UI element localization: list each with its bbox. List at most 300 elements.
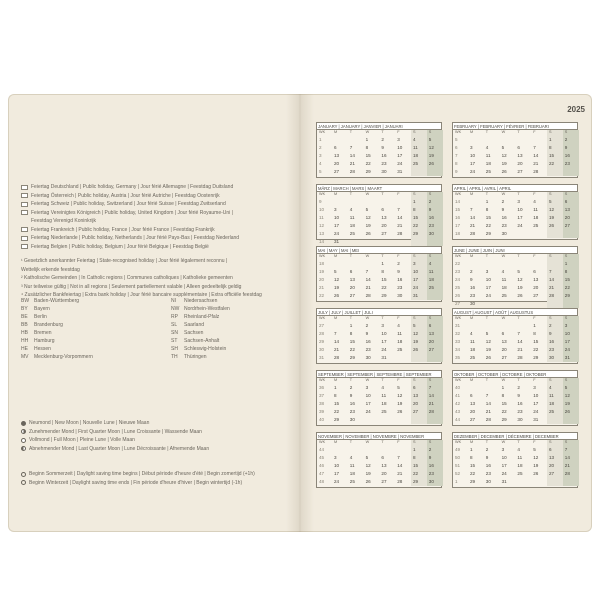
day-cell	[547, 168, 563, 176]
week-number: 35	[455, 354, 461, 360]
week-number: 5	[455, 136, 458, 142]
day-cell: 22	[485, 222, 491, 228]
month-title: NOVEMBER | NOVEMBER | NOVEMBRE | NOVEMBER	[317, 433, 441, 440]
day-cell: 15	[411, 214, 427, 222]
day-cell: 19	[411, 338, 427, 346]
day-cell: 2	[517, 384, 520, 390]
day-cell: 1	[501, 384, 505, 390]
day-cell: 14	[533, 152, 539, 158]
day-cell: 18	[501, 284, 507, 290]
day-cell: 23	[563, 160, 579, 168]
state-item	[171, 322, 291, 328]
state-code: BB	[21, 322, 28, 328]
holiday-legend-text: Feestdag Verenigd Koninkrijk	[31, 218, 97, 224]
weekday-header: F	[397, 440, 400, 444]
week-number-header: WK	[319, 378, 326, 382]
weekday-header: S	[563, 440, 579, 446]
day-cell: 25	[517, 470, 523, 476]
month-block	[452, 308, 578, 364]
weekday-header: W	[365, 316, 370, 320]
month-title: DEZEMBER | DECEMBER | DÉCEMBRE | DECEMBER	[453, 433, 577, 440]
day-cell: 27	[470, 416, 476, 422]
day-cell: 15	[501, 400, 507, 406]
day-cell: 19	[334, 284, 340, 290]
day-cell: 25	[349, 230, 355, 236]
day-cell: 30	[485, 478, 491, 484]
week-number: 24	[455, 276, 461, 282]
month-block	[316, 246, 442, 302]
day-cell: 30	[427, 230, 443, 238]
weekday-header: S	[563, 254, 579, 260]
month-grid	[453, 192, 577, 238]
day-cell: 15	[349, 338, 355, 344]
day-cell: 7	[349, 144, 353, 150]
day-cell: 7	[334, 330, 337, 336]
week-number-header: WK	[455, 192, 462, 196]
day-cell: 7	[470, 206, 473, 212]
weekday-header: M	[334, 192, 338, 196]
day-cell: 27	[411, 408, 427, 416]
day-cell: 26	[427, 160, 443, 168]
day-cell: 23	[381, 160, 387, 166]
day-cell: 1	[547, 136, 563, 144]
day-cell: 24	[334, 478, 340, 484]
day-cell: 8	[470, 454, 473, 460]
week-number: 50	[455, 454, 461, 460]
weekday-header: F	[533, 130, 536, 134]
day-cell: 20	[563, 214, 579, 222]
month-grid	[317, 316, 441, 362]
day-cell: 18	[427, 276, 443, 284]
holiday-legend-item	[21, 183, 291, 192]
day-cell: 9	[470, 276, 473, 282]
holiday-legend-item	[21, 226, 291, 235]
weekday-header: W	[501, 440, 506, 444]
week-number: 15	[455, 206, 461, 212]
day-cell: 14	[365, 276, 371, 282]
month-grid	[317, 254, 441, 300]
day-cell: 9	[427, 454, 443, 462]
day-cell: 6	[427, 322, 443, 330]
day-cell	[531, 300, 547, 308]
weekday-header: S	[427, 440, 443, 446]
weekday-header: S	[427, 192, 443, 198]
state-item	[171, 346, 291, 352]
day-cell: 12	[365, 462, 371, 468]
weekday-header: W	[501, 254, 506, 258]
week-number: 14	[319, 238, 325, 244]
week-number: 22	[319, 292, 325, 298]
week-number: 49	[455, 446, 461, 452]
state-name: Niedersachsen	[184, 298, 218, 304]
weekday-header: T	[381, 254, 384, 258]
holiday-legend-text: Feiertag Vereinigtes Königreich | Public holiday, United Kingdom | Jour férié Royaume-Uni |	[31, 209, 233, 216]
day-cell: 20	[547, 462, 563, 470]
footnote: ⁴ Zusätzlicher Bankfeiertag | Extra bank holiday | Jour férié bancaire supplémentaire | Extra officiële feestdag	[21, 292, 262, 298]
week-number: 7	[455, 152, 458, 158]
day-cell	[531, 260, 547, 268]
month-title: JUNE | JUNE | JUIN | JUNI	[453, 247, 577, 254]
day-cell: 3	[485, 268, 489, 274]
day-cell: 25	[427, 284, 443, 292]
day-cell: 11	[533, 206, 538, 212]
day-cell: 2	[485, 446, 489, 452]
weekday-header: M	[334, 316, 338, 320]
planner-spread	[8, 94, 592, 532]
day-cell: 6	[334, 144, 337, 150]
holiday-legend-text: Feiertag Belgien | Public holiday, Belgium | Jour férié Belgique | Feestdag België	[31, 243, 209, 250]
day-cell: 1	[563, 260, 579, 268]
week-number-header: WK	[455, 378, 462, 382]
day-cell: 19	[563, 400, 579, 408]
holiday-legend	[21, 183, 291, 300]
day-cell: 20	[427, 338, 443, 346]
day-cell: 10	[411, 268, 427, 276]
day-cell: 13	[563, 206, 579, 214]
weekday-header: F	[533, 192, 536, 196]
day-cell: 17	[397, 152, 403, 158]
weekday-header: T	[485, 130, 489, 134]
week-number: 12	[319, 222, 325, 228]
week-number: 4	[319, 160, 322, 166]
holiday-legend-item	[21, 217, 291, 226]
month-block	[316, 122, 442, 178]
day-cell: 29	[470, 478, 476, 484]
day-cell: 3	[501, 446, 505, 452]
state-name: Berlin	[34, 314, 47, 320]
day-cell: 12	[547, 206, 563, 214]
day-cell	[468, 260, 484, 268]
day-cell	[332, 198, 348, 206]
month-title: JULY | JULY | JUILLET | JULI	[317, 309, 441, 316]
state-name: Bremen	[34, 330, 52, 336]
moon-phases-legend	[21, 419, 291, 453]
day-cell: 17	[485, 284, 491, 290]
holiday-legend-text: Feiertag Österreich | Public holiday, Austria | Jour férié Autriche | Feestdag Oostenrijk	[31, 192, 220, 199]
day-cell: 5	[427, 136, 443, 144]
state-code: RP	[171, 314, 178, 320]
moon-legend-item	[21, 428, 291, 437]
day-cell: 13	[533, 276, 539, 282]
day-cell: 18	[547, 400, 563, 408]
state-name: Sachsen-Anhalt	[184, 338, 220, 344]
day-cell: 11	[427, 268, 443, 276]
day-cell: 27	[381, 230, 387, 236]
day-cell	[547, 260, 563, 268]
week-number: 36	[319, 384, 325, 390]
day-cell: 26	[397, 408, 403, 414]
day-cell: 24	[397, 160, 403, 166]
day-cell: 12	[533, 454, 539, 460]
month-grid	[453, 378, 577, 424]
state-code: MV	[21, 354, 29, 360]
day-cell: 8	[563, 268, 579, 276]
day-cell: 12	[397, 392, 403, 398]
day-cell: 18	[349, 222, 355, 228]
day-cell: 5	[334, 268, 337, 274]
day-cell: 25	[397, 346, 403, 352]
state-item	[171, 354, 291, 360]
month-title: SEPTEMBER | SEPTEMBER | SEPTEMBRE | SEPTEMBER	[317, 371, 441, 378]
weekday-header: S	[547, 378, 563, 384]
day-cell: 19	[365, 470, 371, 476]
day-cell: 10	[334, 214, 340, 220]
day-cell: 14	[547, 276, 563, 284]
day-cell	[332, 136, 348, 144]
state-item	[21, 338, 171, 344]
day-cell: 29	[411, 478, 427, 486]
weekday-header: T	[349, 316, 353, 320]
day-cell: 23	[397, 284, 403, 290]
day-cell: 14	[470, 214, 476, 220]
weekday-header: M	[334, 378, 338, 382]
week-number: 3	[319, 152, 322, 158]
day-cell: 12	[501, 152, 507, 158]
holiday-legend-text: Feiertag Schweiz | Public holiday, Switzerland | Jour férié Suisse | Feestdag Zwitserland	[31, 201, 226, 207]
day-cell: 5	[365, 454, 369, 460]
day-cell	[515, 322, 531, 330]
weekday-header: T	[381, 378, 384, 382]
day-cell: 16	[381, 152, 387, 158]
day-cell: 19	[427, 152, 443, 160]
day-cell	[348, 446, 364, 454]
day-cell	[468, 384, 484, 392]
week-number: 27	[319, 322, 325, 328]
day-cell: 22	[381, 284, 387, 290]
weekday-header: S	[411, 130, 427, 136]
day-cell: 24	[470, 168, 476, 174]
week-number: 21	[319, 284, 325, 290]
day-cell: 12	[334, 276, 340, 282]
day-cell: 27	[427, 346, 443, 354]
day-cell: 2	[547, 322, 563, 330]
day-cell: 1	[485, 198, 489, 204]
day-cell: 22	[470, 470, 476, 476]
weekday-header: M	[470, 254, 474, 258]
weekday-header: W	[501, 378, 506, 382]
day-cell: 24	[485, 292, 491, 298]
day-cell: 3	[334, 206, 337, 212]
week-number: 46	[319, 462, 325, 468]
state-code: SN	[171, 330, 178, 336]
day-cell: 21	[533, 160, 539, 166]
day-cell: 6	[547, 446, 563, 454]
day-cell: 23	[517, 408, 523, 414]
day-cell: 21	[517, 346, 523, 352]
weekday-header: T	[349, 378, 353, 382]
day-cell: 12	[517, 276, 523, 282]
day-cell: 16	[365, 338, 371, 344]
day-cell	[427, 292, 443, 300]
day-cell: 14	[397, 214, 403, 220]
day-cell	[364, 416, 380, 424]
weekday-header: T	[517, 378, 520, 382]
day-cell: 7	[397, 206, 400, 212]
week-number-header: WK	[455, 254, 462, 258]
day-cell: 30	[365, 354, 371, 360]
weekday-header: T	[485, 316, 489, 320]
weekday-header: S	[427, 378, 443, 384]
day-cell: 3	[533, 384, 536, 390]
day-cell: 16	[470, 284, 476, 290]
day-cell: 31	[533, 416, 539, 422]
week-number-header: WK	[319, 192, 326, 196]
day-cell: 27	[381, 478, 387, 484]
weekday-header: M	[334, 254, 338, 258]
day-cell: 1	[411, 446, 427, 454]
month-title: AUGUST | AUGUST | AOÛT | AUGUSTUS	[453, 309, 577, 316]
day-cell: 13	[517, 152, 523, 158]
day-cell: 21	[365, 284, 371, 290]
week-number: 38	[319, 400, 325, 406]
day-cell: 29	[533, 354, 539, 360]
weekday-header: T	[349, 192, 353, 196]
day-cell: 16	[427, 462, 443, 470]
day-cell: 8	[365, 144, 369, 150]
day-cell: 20	[501, 346, 507, 352]
week-number: 39	[319, 408, 325, 414]
day-cell: 2	[470, 268, 473, 274]
day-cell: 11	[470, 338, 475, 344]
week-number: 51	[455, 462, 461, 468]
state-name: Hamburg	[34, 338, 55, 344]
weekday-header: S	[427, 130, 443, 136]
day-cell: 23	[485, 470, 491, 476]
state-name: Baden-Württemberg	[34, 298, 80, 304]
day-cell: 7	[547, 268, 563, 276]
day-cell: 4	[547, 384, 563, 392]
day-cell	[547, 478, 563, 486]
weekday-header: T	[349, 130, 353, 134]
day-cell: 8	[411, 454, 427, 462]
day-cell: 17	[334, 470, 340, 476]
day-cell: 3	[563, 322, 579, 330]
day-cell: 24	[533, 408, 539, 414]
weekday-header: S	[563, 378, 579, 384]
state-item	[171, 314, 291, 320]
day-cell: 16	[397, 276, 403, 282]
day-cell: 23	[427, 222, 443, 230]
week-number: 1	[455, 478, 458, 484]
day-cell: 18	[411, 152, 427, 160]
day-cell: 9	[427, 206, 443, 214]
day-cell: 1	[533, 322, 536, 328]
day-cell	[484, 136, 500, 144]
day-cell	[348, 198, 364, 206]
day-cell: 7	[563, 446, 579, 454]
weekday-header: S	[427, 316, 443, 322]
day-cell: 27	[501, 354, 507, 360]
day-cell	[332, 260, 348, 268]
month-block	[452, 122, 578, 178]
day-cell: 28	[517, 354, 523, 360]
flag-icon	[21, 193, 28, 198]
weekday-header: W	[365, 440, 370, 444]
day-cell: 17	[365, 400, 371, 406]
day-cell	[468, 198, 484, 206]
day-cell: 3	[470, 144, 473, 150]
weekday-header: T	[485, 192, 489, 196]
day-cell: 2	[427, 198, 443, 206]
day-cell: 20	[381, 222, 387, 228]
moon-legend-text: Neumond | New Moon | Nouvelle Lune | Nieuwe Maan	[29, 420, 150, 426]
day-cell: 20	[533, 284, 539, 290]
day-cell: 15	[381, 276, 387, 282]
day-cell	[379, 416, 395, 424]
day-cell: 12	[365, 214, 371, 220]
month-title: OKTOBER | OCTOBER | OCTOBRE | OKTOBER	[453, 371, 577, 378]
day-cell: 30	[547, 354, 563, 362]
month-grid	[317, 440, 441, 486]
day-cell: 4	[485, 144, 489, 150]
day-cell: 6	[411, 384, 427, 392]
month-grid	[453, 316, 577, 362]
day-cell: 8	[381, 268, 384, 274]
day-cell	[364, 238, 380, 246]
weekday-header: T	[517, 316, 520, 320]
day-cell: 17	[501, 462, 507, 468]
day-cell	[395, 198, 411, 206]
state-code: BY	[21, 306, 28, 312]
holiday-legend-item	[21, 234, 291, 243]
day-cell	[531, 478, 547, 486]
day-cell: 2	[397, 260, 400, 266]
week-number: 31	[455, 322, 461, 328]
day-cell: 22	[365, 160, 371, 166]
weekday-header: F	[397, 378, 400, 382]
day-cell: 28	[470, 230, 476, 236]
month-grid	[453, 130, 577, 176]
week-number: 22	[455, 260, 461, 266]
holiday-legend-text: Feiertag Deutschland | Public holiday, Germany | Jour férié Allemagne | Feestdag Duitsland	[31, 184, 234, 190]
weekday-header: M	[470, 316, 474, 320]
day-cell: 10	[501, 454, 507, 460]
day-cell: 3	[365, 384, 369, 390]
day-cell: 5	[411, 322, 427, 330]
day-cell: 11	[485, 152, 491, 158]
day-cell: 1	[470, 446, 473, 452]
week-number: 37	[319, 392, 325, 398]
month-block	[452, 184, 578, 240]
day-cell: 8	[485, 206, 489, 212]
day-cell	[411, 168, 427, 176]
day-cell	[563, 168, 579, 176]
week-number: 30	[319, 346, 325, 352]
day-cell: 24	[381, 346, 387, 352]
day-cell: 31	[397, 168, 403, 174]
state-name: Schleswig-Holstein	[184, 346, 227, 352]
day-cell: 12	[563, 392, 579, 400]
day-cell: 6	[533, 268, 536, 274]
month-title: MÄRZ | MARCH | MARS | MAART	[317, 185, 441, 192]
weekday-header: S	[547, 316, 563, 322]
last-moon-icon	[21, 446, 26, 451]
weekday-header: M	[470, 130, 474, 134]
month-title: MAI | MAY | MAI | MEI	[317, 247, 441, 254]
weekday-header: T	[349, 254, 353, 258]
day-cell: 19	[397, 400, 403, 406]
weekday-header: F	[533, 254, 536, 258]
moon-legend-text: Vollmond | Full Moon | Pleine Lune | Volle Maan	[29, 437, 135, 443]
weekday-header: F	[533, 316, 536, 320]
day-cell: 22	[533, 346, 539, 352]
day-cell: 26	[411, 346, 427, 354]
day-cell: 19	[547, 214, 563, 222]
day-cell	[364, 260, 380, 268]
day-cell: 21	[563, 462, 579, 470]
day-cell: 4	[349, 206, 353, 212]
day-cell	[395, 446, 411, 454]
